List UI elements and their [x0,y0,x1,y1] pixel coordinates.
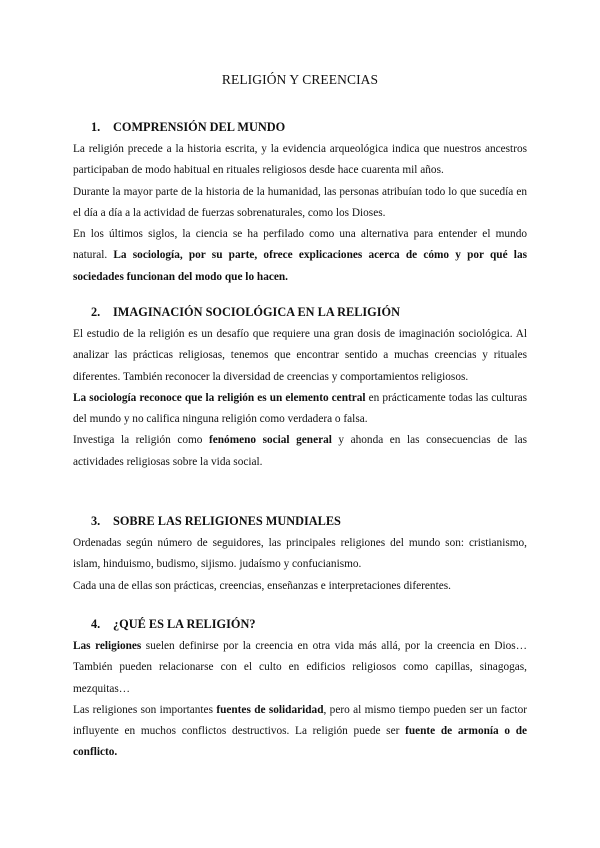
bold-text: fuente de armonía o de conflicto. [73,725,528,759]
section-title: COMPRENSIÓN DEL MUNDO [113,120,286,134]
section-body [73,636,527,764]
text-run: y ahonda en las consecuencias de las actividades religiosas sobre la vida social. [73,434,527,468]
section-body [73,324,527,473]
paragraph [73,636,527,700]
text-run: Ordenadas según número de seguidores, las principales religiones del mundo son: cristianismo, islam, hinduismo, budismo, sijismo. judaísmo y confucianismo. [73,537,527,571]
paragraph [73,388,527,431]
section-heading [91,615,527,633]
section-number: 4. [91,617,101,631]
paragraph [73,430,527,473]
section-number: 3. [91,514,101,528]
bold-text: La sociología reconoce que la religión es un elemento central [73,391,366,404]
paragraph [73,576,527,597]
section-heading [91,303,527,321]
section-title: SOBRE LAS RELIGIONES MUNDIALES [113,514,341,528]
section-title: ¿QUÉ ES LA RELIGIÓN? [113,617,256,631]
bold-text: Las religiones [73,640,142,652]
text-run: en prácticamente todas las culturas del mundo y no califica ninguna religión como verdadera o falsa. [73,391,527,426]
section-number: 2. [91,305,101,319]
text-run: Cada una de ellas son prácticas, creencias, enseñanzas e interpretaciones diferentes. [73,579,451,592]
section-title: IMAGINACIÓN SOCIOLÓGICA EN LA RELIGIÓN [113,305,400,319]
text-run: Investiga la religión como [73,434,209,447]
text-run: suelen definirse por la creencia en otra vida más allá, por la creencia en Dios… También pueden relacionarse con el culto en edificios religiosos como capillas, sinagogas, mezquitas… [73,640,527,695]
paragraph [73,700,527,764]
text-run: Durante la mayor parte de la historia de la humanidad, las personas atribuían todo lo que sucedía en el día a día a la actividad de fuerzas sobrenaturales, como los Dioses. [73,185,527,219]
section-number: 1. [91,120,101,134]
bold-text: fenómeno social general [208,434,332,447]
document-title: RELIGIÓN Y CREENCIAS [221,72,379,87]
bold-text: La sociología, por su parte, ofrece explicaciones acerca de cómo y por qué las sociedades funcionan del modo que lo hacen. [73,249,527,283]
text-run: La religión precede a la historia escrita, y la evidencia arqueológica indica que nuestros ancestros participaban de modo habitual en rituales religiosos desde hace cuarenta mil años. [73,143,527,177]
section-3 [73,512,527,597]
paragraph [73,224,527,288]
section-body [73,533,527,597]
section-body [73,139,527,288]
paragraph [73,182,527,225]
paragraph [73,533,527,576]
section-heading [91,512,527,530]
section-4 [73,615,527,764]
text-run: El estudio de la religión es un desafío que requiere una gran dosis de imaginación sociológica. Al analizar las prácticas religiosas, tenemos que encontrar sentido a muchas creencias y rituales diferentes. También reconocer la diversidad de creencias y comportamientos religiosos. [73,328,527,383]
paragraph [73,324,527,388]
section-1 [73,118,527,288]
bold-text: fuentes de solidaridad [216,703,324,716]
section-heading [91,118,527,136]
text-run: En los últimos siglos, la ciencia se ha perfilado como una alternativa para entender el mundo natural. [73,228,527,262]
section-2 [73,303,527,473]
paragraph [73,139,527,182]
text-run: Las religiones son importantes [73,703,217,716]
text-run: , pero al mismo tiempo pueden ser un factor influyente en muchos conflictos destructivos. La religión puede ser [73,703,527,738]
